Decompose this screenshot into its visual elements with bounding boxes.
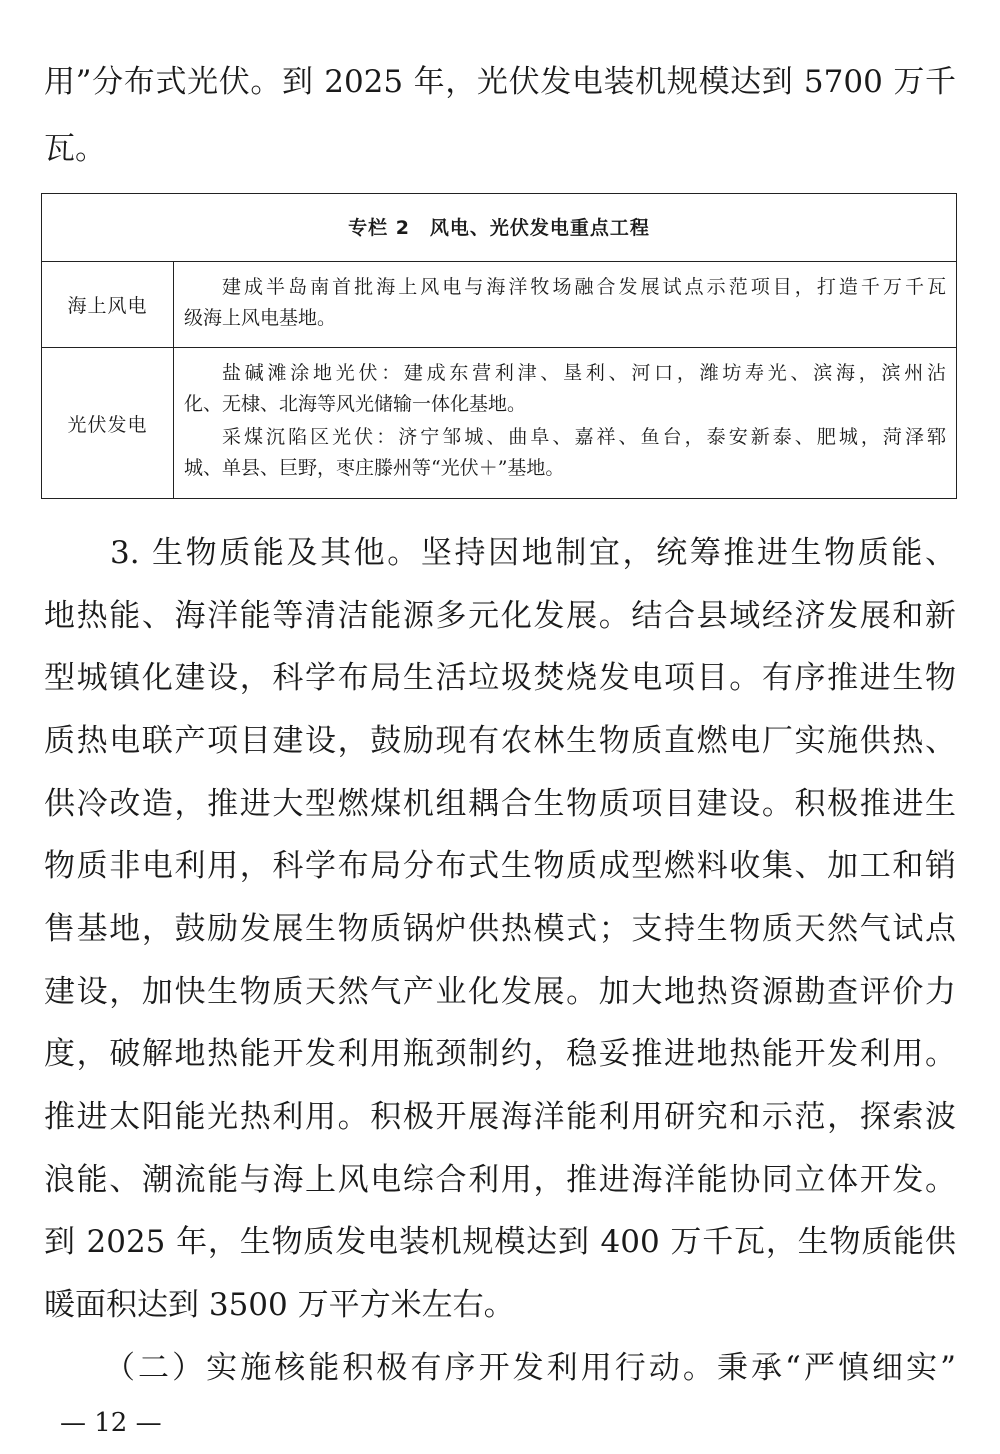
offshore-wind-line-1: 建成半岛南首批海上风电与海洋牧场融合发展试点示范项目，打造千万千瓦 <box>222 276 946 298</box>
solar-line-2: 化、无棣、北海等风光储输一体化基地。 <box>184 393 527 415</box>
box-row-solar <box>42 348 956 498</box>
row-label-offshore-wind: 海上风电 <box>42 262 174 347</box>
box-row-offshore-wind <box>42 262 956 348</box>
section3-line-12: 到 2025 年，生物质发电装机规模达到 400 万千瓦，生物质能供 <box>44 1224 956 1260</box>
intro-line-1: 用”分布式光伏。到 2025 年，光伏发电装机规模达到 5700 万千 <box>44 64 956 100</box>
section3-line-5: 供冷改造，推进大型燃煤机组耦合生物质项目建设。积极推进生 <box>44 786 956 822</box>
section3-line-2: 地热能、海洋能等清洁能源多元化发展。结合县域经济发展和新 <box>44 598 956 634</box>
section3-line-11: 浪能、潮流能与海上风电综合利用，推进海洋能协同立体开发。 <box>44 1162 956 1198</box>
solar-line-4: 城、单县、巨野，枣庄滕州等“光伏＋”基地。 <box>184 457 565 479</box>
key-projects-box <box>41 193 957 499</box>
page-number: — 12 — <box>60 1408 162 1438</box>
section3-line-6: 物质非电利用，科学布局分布式生物质成型燃料收集、加工和销 <box>44 848 956 884</box>
solar-line-3: 采煤沉陷区光伏：济宁邹城、曲阜、嘉祥、鱼台，泰安新泰、肥城，菏泽郓 <box>222 426 946 448</box>
section3-line-8: 建设，加快生物质天然气产业化发展。加大地热资源勘查评价力 <box>44 974 956 1010</box>
offshore-wind-line-2: 级海上风电基地。 <box>184 307 337 329</box>
solar-line-1: 盐碱滩涂地光伏：建成东营利津、垦利、河口，潍坊寿光、滨海，滨州沾 <box>222 362 946 384</box>
section3-line-7: 售基地，鼓励发展生物质锅炉供热模式；支持生物质天然气试点 <box>44 911 956 947</box>
section3-line-4: 质热电联产项目建设，鼓励现有农林生物质直燃电厂实施供热、 <box>44 723 956 759</box>
section-nuclear-heading: （二）实施核能积极有序开发利用行动。秉承“严慎细实” <box>104 1350 956 1386</box>
section3-line-3: 型城镇化建设，科学布局生活垃圾焚烧发电项目。有序推进生物 <box>44 660 956 696</box>
section3-line-10: 推进太阳能光热利用。积极开展海洋能利用研究和示范，探索波 <box>44 1099 956 1135</box>
box-title: 专栏 2 风电、光伏发电重点工程 <box>42 194 956 262</box>
section3-line-1: 3. 生物质能及其他。坚持因地制宜，统筹推进生物质能、 <box>110 535 956 571</box>
row-label-solar: 光伏发电 <box>42 348 174 498</box>
section3-line-13: 暖面积达到 3500 万平方米左右。 <box>44 1287 515 1323</box>
section3-line-9: 度，破解地热能开发利用瓶颈制约，稳妥推进地热能开发利用。 <box>44 1036 956 1072</box>
intro-line-2: 瓦。 <box>44 131 106 167</box>
